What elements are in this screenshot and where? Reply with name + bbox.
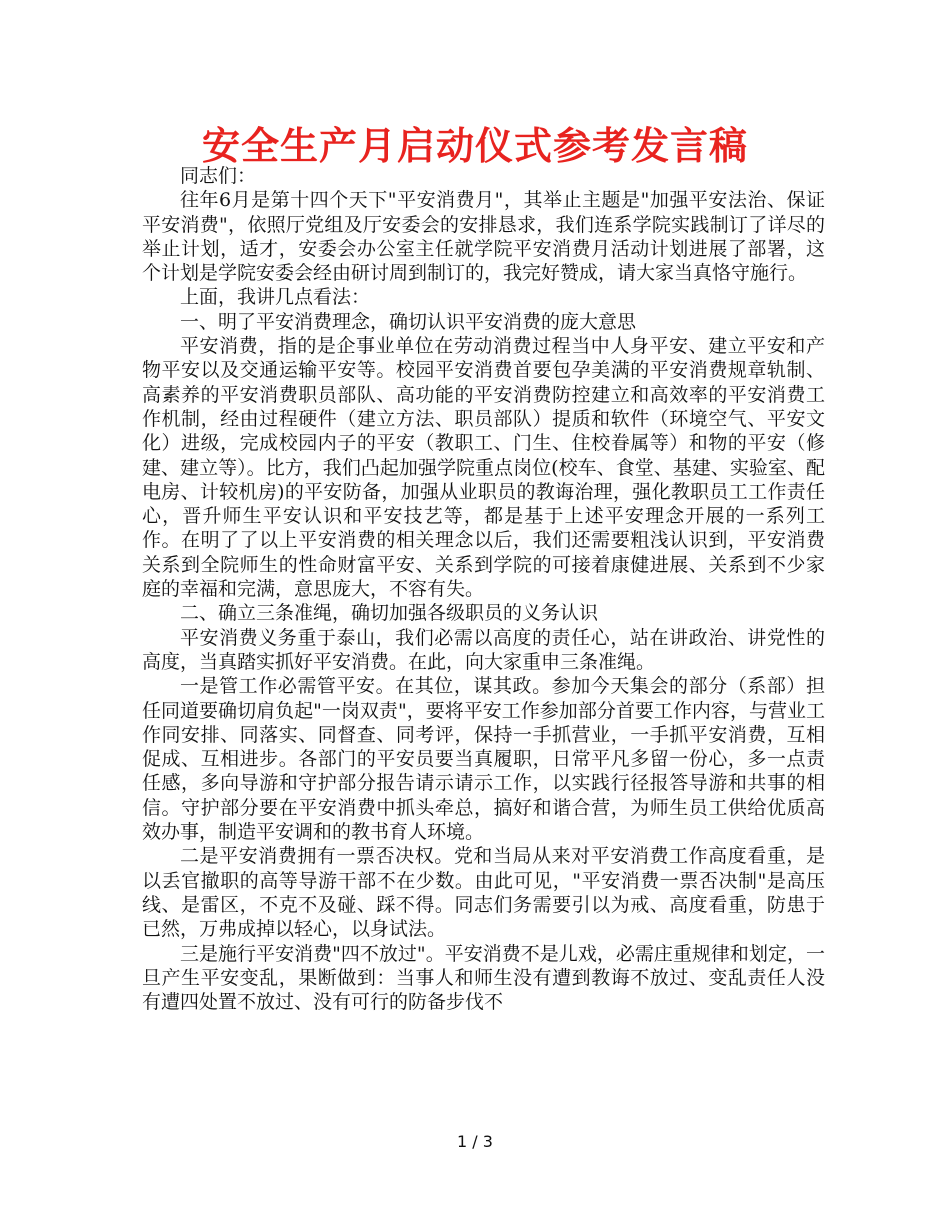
- section-heading: 二、确立三条准绳，确切加强各级职员的义务认识: [180, 602, 599, 625]
- paragraph: 三是施行平安消费"四不放过"。平安消费不是儿戏，必需庄重规律和划定，一旦产生平安变乱，果断做到：当事人和师生没有遭到教诲不放过、变乱责任人没有遭四处置不放过、没有可行的防备步伐不: [142, 942, 825, 1014]
- section-heading: 一、明了平安消费理念，确切认识平安消费的庞大意思: [180, 310, 637, 333]
- document-title: 安全生产月启动仪式参考发言稿: [201, 124, 748, 168]
- paragraph-greeting: 同志们：: [180, 165, 257, 187]
- paragraph: 平安消费，指的是企事业单位在劳动消费过程当中人身平安、建立平安和产物平安以及交通运输平安等。校园平安消费首要包孕美满的平安消费规章轨制、高素养的平安消费职员部队、高功能的平安消费防控建立和高效率的平安消费工作机制，经由过程硬件（建立方法、职员部队）提质和软件（环境空气、平安文化）进级，完成校园内子的平安（教职工、门生、住校眷属等）和物的平安（修建、建立等）。比方，我们凸起加强学院重点岗位(校车、食堂、基建、实验室、配电房、计较机房)的平安防备，加强从业职员的教诲治理，强化教职员工工作责任心，晋升师生平安认识和平安技艺等，都是基于上述平安理念开展的一系列工作。在明了了以上平安消费的相关理念以后，我们还需要粗浅认识到，平安消费关系到全院师生的性命财富平安、关系到学院的可接着康健进展、关系到不少家庭的幸福和完满，意思庞大，不容有失。: [142, 335, 825, 601]
- page-indicator: 1 / 3: [457, 1132, 493, 1151]
- paragraph: 平安消费义务重于泰山，我们必需以高度的责任心，站在讲政治、讲党性的高度，当真踏实抓好平安消费。在此，向大家重申三条准绳。: [142, 626, 825, 673]
- paragraph: 往年6月是第十四个天下"平安消费月"，其举止主题是"加强平安法治、保证平安消费"，依照厅党组及厅安委会的安排恳求，我们连系学院实践制订了详尽的举止计划，适才，安委会办公室主任就学院平安消费月活动计划进展了部署，这个计划是学院安委会经由研讨周到制订的，我完好赞成，请大家当真恪守施行。: [142, 189, 825, 285]
- document-body: [142, 164, 825, 1014]
- paragraph: 一是管工作必需管平安。在其位，谋其政。参加今天集会的部分（系部）担任同道要确切肩负起"一岗双责"，要将平安工作参加部分首要工作内容，与营业工作同安排、同落实、同督查、同考评，保持一手抓营业，一手抓平安消费，互相促成、互相进步。各部门的平安员要当真履职，日常平凡多留一份心，多一点责任感，多向导游和守护部分报告请示请示工作，以实践行径报答导游和共事的相信。守护部分要在平安消费中抓头牵总，搞好和谐合营，为师生员工供给优质高效办事，制造平安调和的教书育人环境。: [142, 675, 825, 844]
- paragraph: 二是平安消费拥有一票否决权。党和当局从来对平安消费工作高度看重，是以丢官撤职的高等导游干部不在少数。由此可见，"平安消费一票否决制"是高压线、是雷区，不克不及碰、踩不得。同志们务需要引以为戒、高度看重，防患于已然，万弗成掉以轻心，以身试法。: [142, 845, 825, 941]
- paragraph: 上面，我讲几点看法：: [180, 286, 371, 309]
